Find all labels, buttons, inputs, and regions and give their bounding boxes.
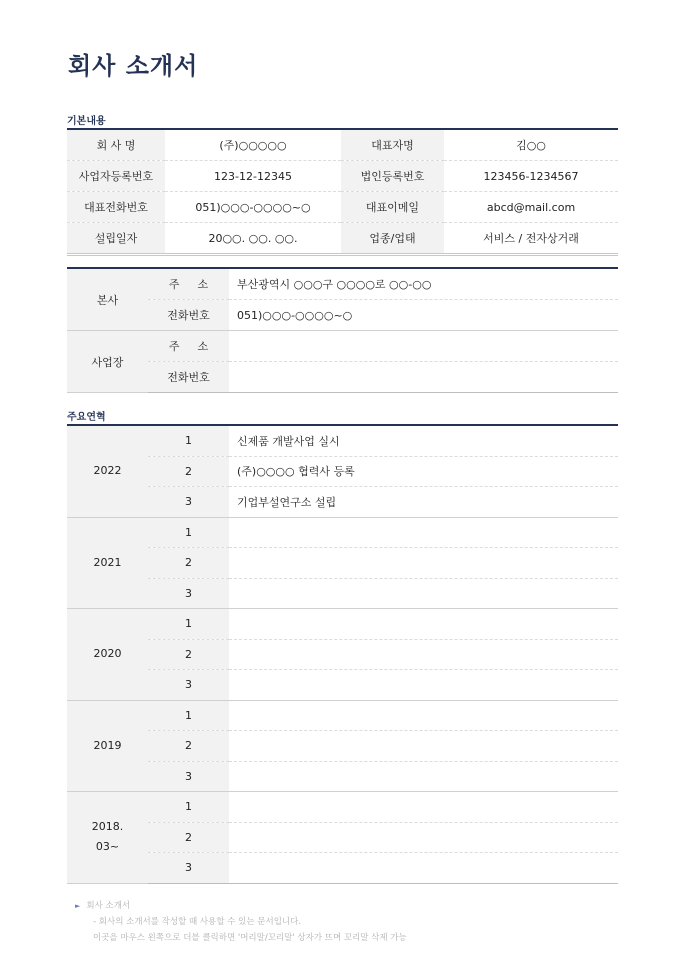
table-row [67, 129, 618, 161]
footer-note-line2: 이곳을 마우스 왼쪽으로 더블 클릭하면 '머리말/꼬리말' 상자가 뜨며 꼬리말 삭제 가능 [93, 933, 407, 943]
history-item-number: 3 [148, 853, 229, 884]
table-row [67, 639, 618, 670]
table-row [67, 223, 618, 255]
hq-address-label: 주 소 [148, 268, 229, 300]
history-year: 2020 [67, 609, 148, 701]
founded-date-value[interactable]: 20○○. ○○. ○○. [208, 231, 298, 245]
section-basic-label: 기본내용 [67, 116, 106, 127]
footer-note[interactable] [75, 898, 407, 946]
hq-phone-label: 전화번호 [148, 300, 229, 331]
history-item-number: 2 [148, 731, 229, 762]
branch-phone-label: 전화번호 [148, 362, 229, 393]
table-row [67, 792, 618, 823]
footer-note-heading: 회사 소개서 [86, 901, 131, 911]
history-item-text[interactable] [229, 639, 618, 670]
history-item-text[interactable] [229, 822, 618, 853]
history-year-line2: 03~ [95, 840, 120, 854]
table-row [67, 700, 618, 731]
history-item-number: 3 [148, 487, 229, 518]
corp-reg-label: 법인등록번호 [341, 161, 444, 192]
history-item-number: 1 [148, 700, 229, 731]
main-email-value[interactable]: abcd@mail.com [444, 192, 618, 223]
table-row [67, 300, 618, 331]
history-item-number: 1 [148, 609, 229, 640]
history-item-text[interactable] [229, 517, 618, 548]
history-year-line1: 2018. [91, 820, 124, 834]
table-row [67, 548, 618, 579]
history-item-number: 3 [148, 578, 229, 609]
history-table [67, 424, 618, 884]
table-row [67, 487, 618, 518]
office-table [67, 267, 618, 393]
table-row [67, 670, 618, 701]
history-item-text[interactable] [229, 578, 618, 609]
history-item-text[interactable] [229, 761, 618, 792]
main-phone-value[interactable]: 051)○○○-○○○○~○ [165, 192, 341, 223]
history-item-number: 2 [148, 639, 229, 670]
triangle-bullet-icon: ► [75, 902, 81, 910]
history-item-text[interactable] [229, 731, 618, 762]
history-item-number: 1 [148, 517, 229, 548]
corp-reg-value[interactable]: 123456-1234567 [444, 161, 618, 192]
table-row [67, 456, 618, 487]
history-item-number: 3 [148, 761, 229, 792]
basic-info-table [67, 128, 618, 256]
founded-date-label: 설립일자 [67, 223, 165, 255]
history-item-text[interactable] [229, 792, 618, 823]
table-row [67, 425, 618, 456]
branch-address-label: 주 소 [148, 331, 229, 362]
footer-note-line1: - 회사의 소개서를 작성할 때 사용할 수 있는 문서입니다. [93, 917, 302, 927]
business-reg-label: 사업자등록번호 [67, 161, 165, 192]
business-reg-value[interactable]: 123-12-12345 [165, 161, 341, 192]
table-row [67, 192, 618, 223]
history-year: 2019 [67, 700, 148, 792]
table-row [67, 761, 618, 792]
hq-phone-value[interactable]: 051)○○○-○○○○~○ [229, 300, 618, 331]
table-row [67, 609, 618, 640]
branch-label: 사업장 [67, 331, 148, 393]
table-row [67, 578, 618, 609]
table-row [67, 331, 618, 362]
history-item-text[interactable] [229, 670, 618, 701]
company-name-label: 회 사 명 [67, 129, 165, 161]
history-item-number: 3 [148, 670, 229, 701]
table-row [67, 731, 618, 762]
table-row [67, 517, 618, 548]
branch-phone-value[interactable] [229, 362, 618, 393]
table-row [67, 161, 618, 192]
history-year: 2022 [67, 425, 148, 517]
history-item-text[interactable]: (주)○○○○ 협력사 등록 [229, 456, 618, 487]
main-phone-label: 대표전화번호 [67, 192, 165, 223]
ceo-name-value[interactable]: 김○○ [444, 129, 618, 161]
history-item-text[interactable] [229, 700, 618, 731]
history-item-number: 2 [148, 548, 229, 579]
history-year [67, 792, 148, 884]
history-item-number: 2 [148, 822, 229, 853]
history-item-text[interactable]: 신제품 개발사업 실시 [229, 425, 618, 456]
table-row [67, 853, 618, 884]
main-email-label: 대표이메일 [341, 192, 444, 223]
history-item-text[interactable] [229, 853, 618, 884]
ceo-name-label: 대표자명 [341, 129, 444, 161]
history-item-number: 2 [148, 456, 229, 487]
history-item-text[interactable]: 기업부설연구소 설립 [229, 487, 618, 518]
table-row [67, 822, 618, 853]
history-item-text[interactable] [229, 609, 618, 640]
history-item-number: 1 [148, 792, 229, 823]
history-year: 2021 [67, 517, 148, 609]
section-history-label: 주요연혁 [67, 412, 106, 423]
history-item-number: 1 [148, 425, 229, 456]
hq-address-value[interactable]: 부산광역시 ○○○구 ○○○○로 ○○-○○ [229, 268, 618, 300]
table-row [67, 268, 618, 300]
hq-label: 본사 [67, 268, 148, 331]
industry-label: 업종/업태 [341, 223, 444, 255]
industry-value[interactable]: 서비스 / 전자상거래 [483, 232, 579, 245]
branch-address-value[interactable] [229, 331, 618, 362]
document-title: 회사 소개서 [68, 52, 199, 80]
table-row [67, 362, 618, 393]
company-name-value[interactable]: (주)○○○○○ [165, 129, 341, 161]
history-item-text[interactable] [229, 548, 618, 579]
